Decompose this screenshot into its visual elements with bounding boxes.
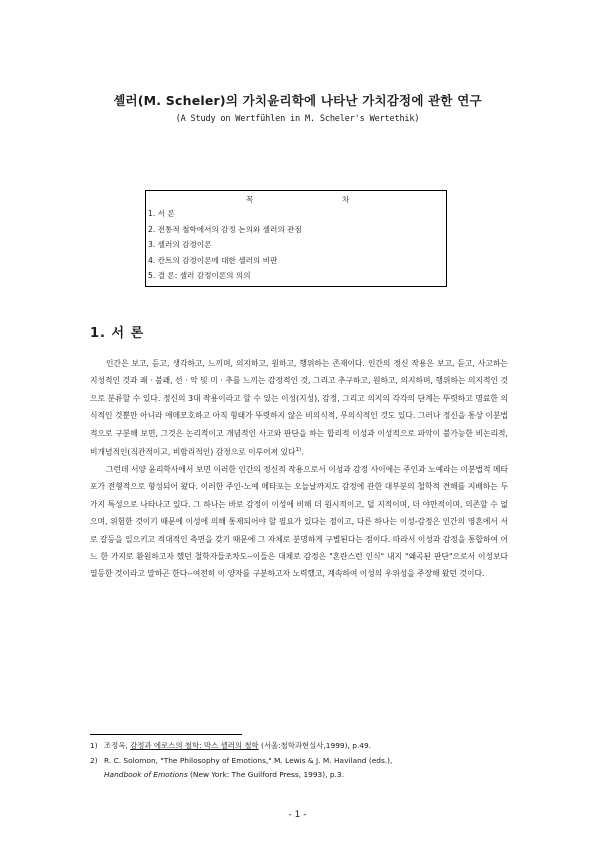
footnote-book-title: Handbook of Emotions (104, 770, 188, 779)
footnote-divider (90, 734, 242, 735)
paragraph-text: 그런데 서양 윤리학사에서 보면 이러한 인간의 정신적 작용으로서 이성과 감정 사이에는 주인과 노예라는 이분법적 메타포가 전형적으로 형성되어 왔다. 이러한 주인-노예 메타포는 오늘날까지도 감정에 관한 대부분의 철학적 견해를 지배하는 두 가지 특성으로 나타나고 있다. 그 하나는 바로 감정이 이성에 비해 더 원시적이고, 덜 지적이며, 더 야만적이며, 의존할 수 없으며, 위험한 것이기 때문에 이성에 의해 통제되어야 할 필요가 있다는 점이고, 다른 하나는 이성-감정은 인간의 영혼에서 서로 갈등을 일으키고 적대적인 측면을 갖기 때문에 그 자체로 분명하게 구별된다는 점이다. 따라서 이성과 감정을 통합하여 어느 한 가지로 환원하고자 했던 철학자들조차도--이들은 대체로 감정은 "혼란스런 인식" 내지 "왜곡된 판단"으로서 이성보다 열등한 것이라고 말하곤 한다--여전히 이 양자를 구분하고자 노력했고, 계속하여 이성의 우위성을 주장해 왔던 것이다. (90, 465, 508, 579)
footnote-number: 1) (90, 741, 98, 750)
body-text (90, 355, 508, 583)
paragraph-text: 인간은 보고, 듣고, 생각하고, 느끼며, 의지하고, 원하고, 행위하는 존재이다. 인간의 정신 작용은 보고, 듣고, 사고하는 지성적인 것과 쾌 · 불쾌, 선 · 악 및 미 · 추를 느끼는 감정적인 것, 그리고 추구하고, 원하고, 의지하며, 행위하는 의지적인 것으로 분류할 수 있다. 정신의 3대 작용이라고 할 수 있는 이성(지성), 감정, 그리고 의지의 각각의 단계는 뚜렷하고 명료한 의식적인 것뿐만 아니라 애매모호하고 아직 형태가 뚜렷하지 않은 비의식적, 무의식적인 것도 있다. 그러나 정신을 통상 이분법적으로 구분해 보면, 그것은 논리적이고 개념적인 사고와 판단을 하는 합리적 이성과 이성적으로 파악이 불가능한 비논리적, 비개념적인(직관적이고, 비합리적인) 감정으로 이루어져 있다 (90, 359, 508, 457)
paper-subtitle: (A Study on Wertfühlen in M. Scheler's Wertethik) (175, 114, 420, 124)
toc-heading (146, 194, 446, 204)
toc-item: 3. 셸러의 감정이론 (148, 240, 212, 250)
paper-title: 셸러(M. Scheler)의 가치윤리학에 나타난 가치감정에 관한 연구 (113, 93, 482, 108)
footnote-ref: 1) (295, 447, 302, 454)
toc-list (148, 206, 302, 284)
footnote-text: R. C. Solomon, "The Philosophy of Emotions," M. Lewis & J. M. Haviland (eds.), (104, 755, 393, 765)
footnote-text (104, 739, 508, 754)
page-number: - 1 - (288, 810, 307, 820)
footnote-book-title: 감정과 에로스의 철학: 막스 셸러의 철학 (130, 741, 259, 750)
table-of-contents (145, 190, 447, 287)
footnote-number: 2) (90, 755, 98, 765)
toc-item: 5. 결 론: 셸러 감정이론의 의의 (148, 271, 251, 281)
toc-item: 2. 전통적 철학에서의 감정 논의와 셸러의 관점 (148, 224, 302, 234)
toc-heading-left: 목 (246, 195, 254, 204)
footnote-author: 조정옥, (104, 741, 128, 750)
toc-item: 1. 서 론 (148, 209, 175, 218)
paragraph (90, 461, 508, 583)
toc-item: 4. 칸트의 감정이론에 대한 셸러의 비판 (148, 255, 278, 265)
footnote (90, 739, 508, 754)
footnote-publisher: (New York: The Guilford Press, 1993), p.3. (187, 770, 344, 779)
footnotes (90, 739, 508, 783)
paragraph: 인간은 보고, 듣고, 생각하고, 느끼며, 의지하고, 원하고, 행위하는 존재이다. 인간의 정신 작용은 보고, 듣고, 사고하는 지성적인 것과 쾌 · 불쾌, 선 · 악 및 미 · 추를 느끼는 감정적인 것, 그리고 추구하고, 원하고, 의지하며, 행위하는 의지적인 것으로 분류할 수 있다. 정신의 3대 작용이라고 할 수 있는 이성(지성), 감정, 그리고 의지의 각각의 단계는 뚜렷하고 명료한 의식적인 것뿐만 아니라 애매모호하고 아직 형태가 뚜렷하지 않은 비의식적, 무의식적인 것도 있다. 그러나 정신을 통상 이분법적으로 구분해 보면, 그것은 논리적이고 개념적인 사고와 판단을 하는 합리적 이성과 이성적으로 파악이 불가능한 비논리적, 비개념적인(직관적이고, 비합리적인) 감정으로 이루어져 있다$^{1)}$. (90, 359, 508, 457)
section-heading: 1. 서 론 (90, 326, 145, 341)
toc-heading-right: 차 (342, 195, 350, 204)
footnote (90, 754, 508, 769)
footnote-publisher: (서울:철학과현실사,1999), p.49. (260, 741, 371, 750)
footnote-continuation (90, 768, 508, 783)
